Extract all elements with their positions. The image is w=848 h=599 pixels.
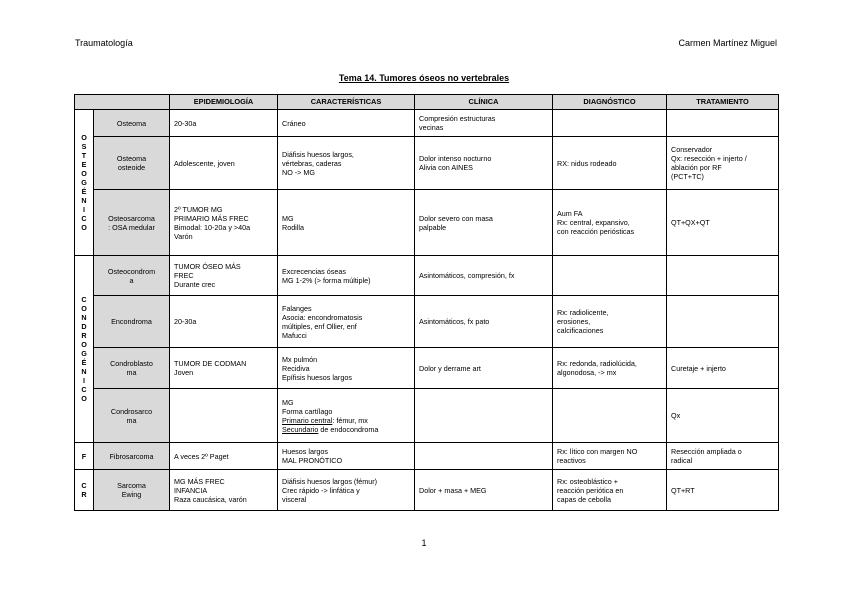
tumor-name-osteosarcoma: Osteosarcoma : OSA medular	[94, 190, 170, 256]
cell-epidemiologia: 2º TUMOR MG PRIMARIO MÁS FREC Bimodal: 10-20a y >40a Varón	[170, 190, 278, 256]
cell-epidemiologia	[170, 389, 278, 443]
cell-diagnostico: RX: nidus rodeado	[553, 137, 667, 190]
table-row	[75, 137, 779, 190]
tumor-name-fibrosarcoma: Fibrosarcoma	[94, 443, 170, 470]
cell-epidemiologia: 20-30a	[170, 110, 278, 137]
table-row	[75, 443, 779, 470]
cell-diagnostico	[553, 110, 667, 137]
cell-clinica	[415, 443, 553, 470]
cell-diagnostico	[553, 389, 667, 443]
cell-epidemiologia: Adolescente, joven	[170, 137, 278, 190]
tumor-name-condrosarcoma: Condrosarco ma	[94, 389, 170, 443]
tumor-name-osteocondroma: Osteocondrom a	[94, 256, 170, 296]
table-row	[75, 389, 779, 443]
cell-caracteristicas: Excrecencias óseas MG 1-2% (> forma múltiple)	[278, 256, 415, 296]
page-number: 1	[421, 538, 427, 548]
col-header-tratamiento: TRATAMIENTO	[667, 95, 779, 110]
group-osteogenico: O S T E O G É N I C O	[75, 110, 94, 256]
cell-diagnostico: Rx: lítico con margen NO reactivos	[553, 443, 667, 470]
cell-caracteristicas: MG Rodilla	[278, 190, 415, 256]
corner-cell	[75, 95, 170, 110]
cell-diagnostico: Rx: redonda, radiolúcida, algonodosa, -> mx	[553, 348, 667, 389]
cell-caracteristicas: MG Forma cartílago Primario central: fémur, mx Secundario de endocondroma	[278, 389, 415, 443]
cell-epidemiologia: TUMOR ÓSEO MÁS FREC Durante crec	[170, 256, 278, 296]
table-row	[75, 296, 779, 348]
cell-epidemiologia: TUMOR DE CODMAN Joven	[170, 348, 278, 389]
cell-caracteristicas: Huesos largos MAL PRONÓTICO	[278, 443, 415, 470]
cell-epidemiologia: A veces 2º Paget	[170, 443, 278, 470]
cell-tratamiento: Qx	[667, 389, 779, 443]
cell-caracteristicas: Diáfisis huesos largos (fémur) Crec rápido -> linfática y visceral	[278, 470, 415, 511]
cell-tratamiento: QT+RT	[667, 470, 779, 511]
cell-tratamiento	[667, 256, 779, 296]
page-title: Tema 14. Tumores óseos no vertebrales	[338, 73, 510, 83]
table-header-row	[75, 95, 779, 110]
header-author: Carmen Martínez Miguel	[678, 38, 777, 48]
tumors-table	[74, 94, 779, 511]
cell-diagnostico: Rx: osteoblástico + reacción periótica en capas de cebolla	[553, 470, 667, 511]
cell-tratamiento	[667, 110, 779, 137]
cell-clinica	[415, 389, 553, 443]
cell-diagnostico	[553, 256, 667, 296]
tumor-name-sarcoma-ewing: Sarcoma Ewing	[94, 470, 170, 511]
col-header-diagnostico: DIAGNÓSTICO	[553, 95, 667, 110]
cell-clinica: Dolor severo con masa palpable	[415, 190, 553, 256]
table-row	[75, 256, 779, 296]
tumor-name-osteoma-osteoide: Osteoma osteoide	[94, 137, 170, 190]
cell-tratamiento: Conservador Qx: resección + injerto / ablación por RF (PCT+TC)	[667, 137, 779, 190]
group-cr: C R	[75, 470, 94, 511]
table-row	[75, 348, 779, 389]
cell-clinica: Dolor + masa + MEG	[415, 470, 553, 511]
cell-caracteristicas: Falanges Asocia: encondromatosis múltiples, enf Ollier, enf Mafucci	[278, 296, 415, 348]
cell-diagnostico: Aum FA Rx: central, expansivo, con reacción periósticas	[553, 190, 667, 256]
cell-caracteristicas: Cráneo	[278, 110, 415, 137]
cell-epidemiologia: 20-30a	[170, 296, 278, 348]
col-header-epidemiologia: EPIDEMIOLOGÍA	[170, 95, 278, 110]
table-row	[75, 110, 779, 137]
tumor-name-condroblastoma: Condroblasto ma	[94, 348, 170, 389]
group-fibro: F	[75, 443, 94, 470]
cell-tratamiento: Curetaje + injerto	[667, 348, 779, 389]
group-condrogenico: C O N D R O G É N I C O	[75, 256, 94, 443]
cell-diagnostico: Rx: radiolicente, erosiones, calcificaciones	[553, 296, 667, 348]
cell-clinica: Asintomáticos, compresión, fx	[415, 256, 553, 296]
cell-tratamiento: QT+QX+QT	[667, 190, 779, 256]
cell-caracteristicas: Diáfisis huesos largos, vértebras, caderas NO -> MG	[278, 137, 415, 190]
header-subject: Traumatología	[75, 38, 133, 48]
table-row	[75, 190, 779, 256]
cell-epidemiologia: MG MÁS FREC INFANCIA Raza caucásica, varón	[170, 470, 278, 511]
col-header-caracteristicas: CARACTERÍSTICAS	[278, 95, 415, 110]
cell-tratamiento	[667, 296, 779, 348]
tumor-name-osteoma: Osteoma	[94, 110, 170, 137]
cell-tratamiento: Resección ampliada o radical	[667, 443, 779, 470]
table-row	[75, 470, 779, 511]
cell-clinica: Dolor intenso nocturno Alivia con AINES	[415, 137, 553, 190]
cell-clinica: Compresión estructuras vecinas	[415, 110, 553, 137]
cell-clinica: Asintomáticos, fx pato	[415, 296, 553, 348]
tumor-name-encondroma: Encondroma	[94, 296, 170, 348]
cell-clinica: Dolor y derrame art	[415, 348, 553, 389]
col-header-clinica: CLÍNICA	[415, 95, 553, 110]
cell-caracteristicas: Mx pulmón Recidiva Epífisis huesos largos	[278, 348, 415, 389]
